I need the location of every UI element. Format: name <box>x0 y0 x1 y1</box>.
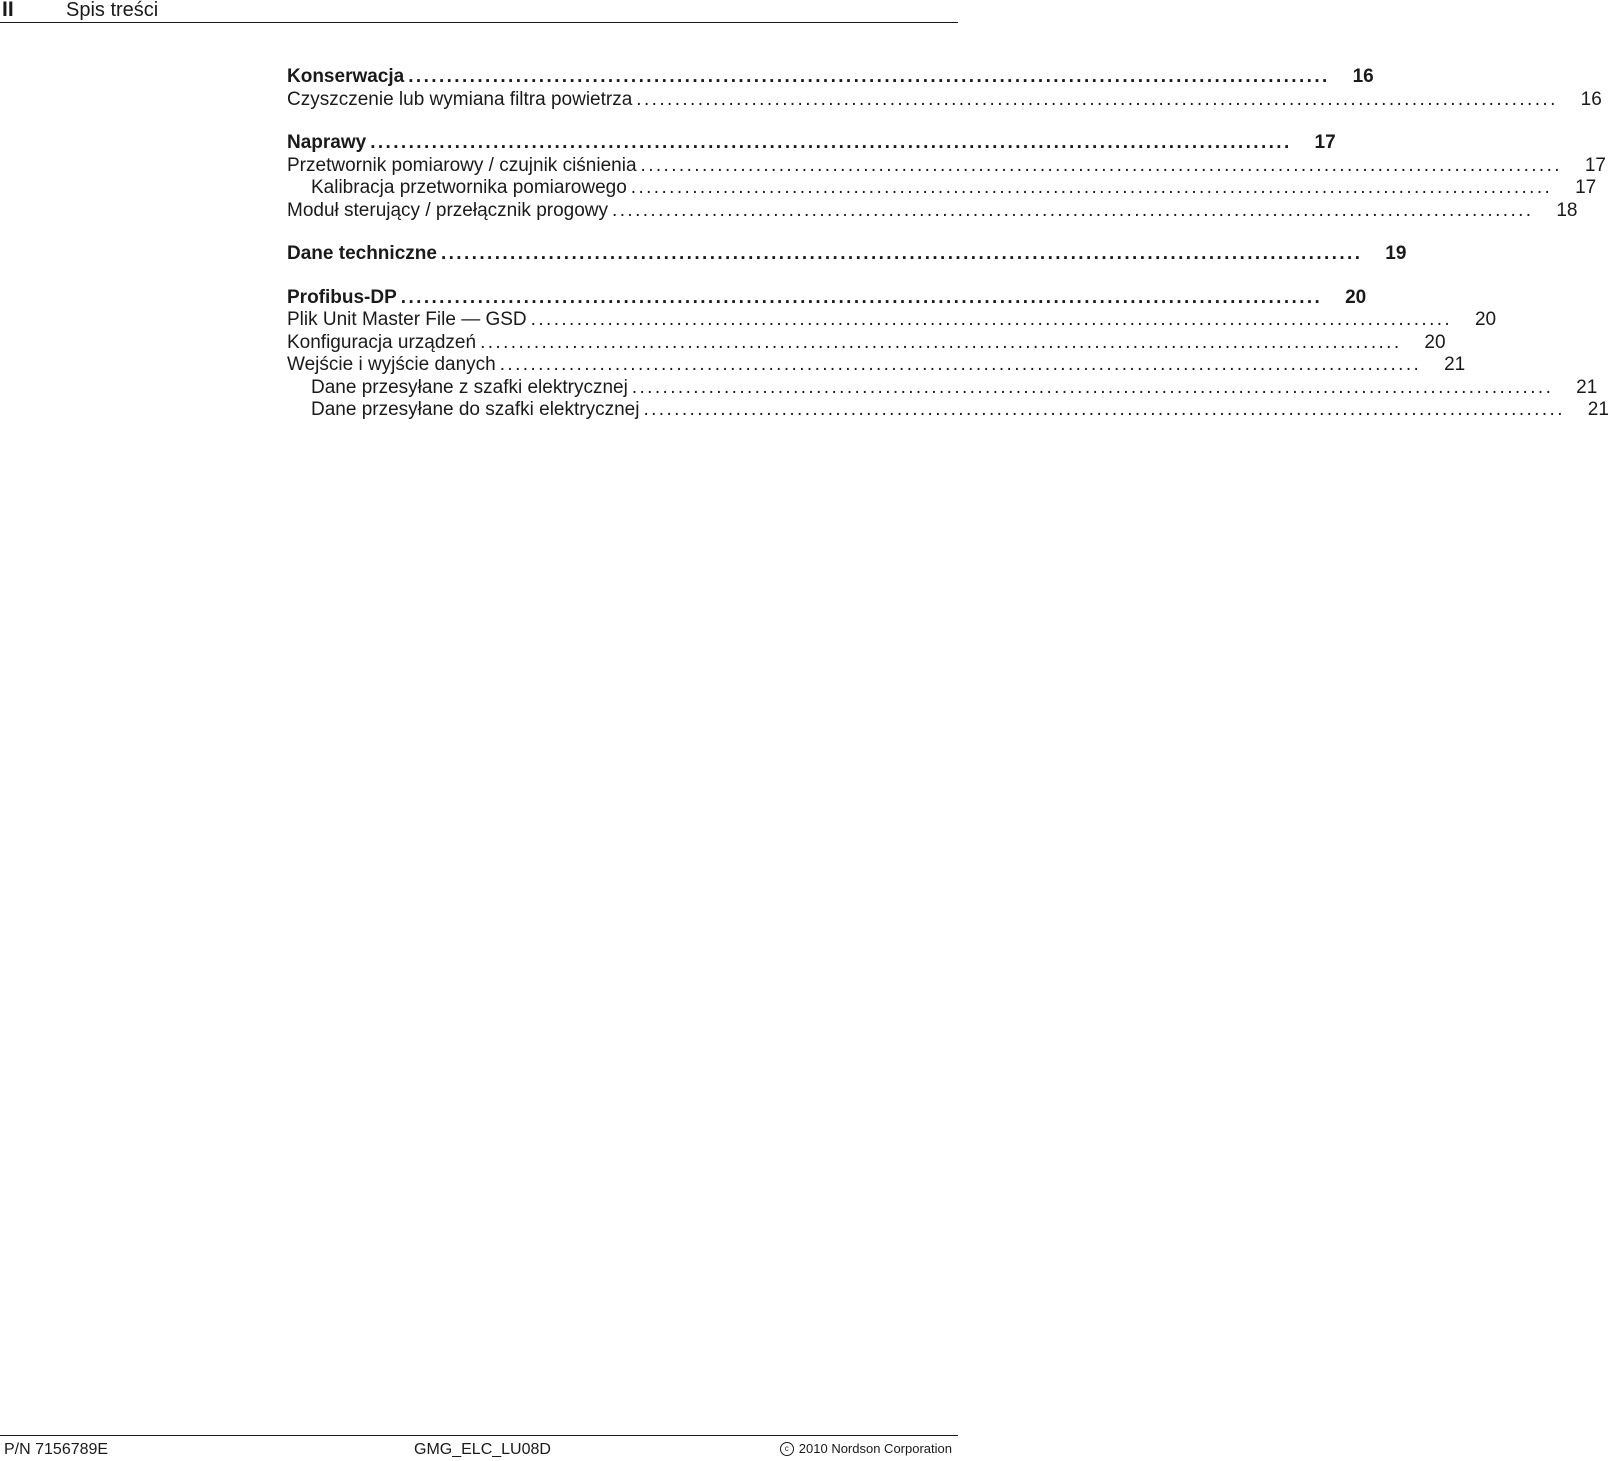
table-of-contents <box>287 66 1609 443</box>
dot-leader: ........................................................................................................................ <box>612 199 1534 221</box>
toc-entry-page: 20 <box>1474 309 1497 330</box>
toc-entry-page: 18 <box>1556 199 1578 221</box>
toc-entry-page: 20 <box>1424 331 1446 353</box>
toc-entry[interactable] <box>287 286 1367 310</box>
page-footer <box>0 1439 960 1461</box>
toc-entry[interactable] <box>287 66 1374 89</box>
toc-entry[interactable] <box>287 177 1597 200</box>
toc-entry[interactable] <box>287 309 1497 332</box>
dot-leader: ........................................................................................................................ <box>440 243 1363 264</box>
page-title: Spis treści <box>66 0 159 21</box>
toc-entry[interactable] <box>287 376 1598 400</box>
toc-entry-title: Naprawy <box>287 132 367 153</box>
toc-entry-page: 21 <box>1587 399 1609 420</box>
toc-entry[interactable] <box>287 154 1606 178</box>
page-number: II <box>2 0 14 21</box>
toc-section <box>287 132 1606 222</box>
toc-entry-page: 19 <box>1385 243 1407 264</box>
dot-leader: ........................................................................................................................ <box>630 177 1553 198</box>
dot-leader: ........................................................................................................................ <box>643 399 1565 420</box>
dot-leader: ........................................................................................................................ <box>370 132 1292 153</box>
toc-entry-page: 17 <box>1575 177 1597 198</box>
toc-entry-page: 17 <box>1314 132 1336 153</box>
copyright-text: 2010 Nordson Corporation <box>798 1441 952 1456</box>
page-header <box>0 0 960 22</box>
toc-entry-title: Dane przesyłane z szafki elektrycznej <box>311 376 628 398</box>
toc-entry-title: Czyszczenie lub wymiana filtra powietrza <box>287 88 633 110</box>
toc-section <box>287 66 1602 111</box>
toc-entry-page: 20 <box>1345 286 1367 308</box>
toc-entry-title: Konfiguracja urządzeń <box>287 331 477 353</box>
toc-entry[interactable] <box>287 88 1602 112</box>
toc-entry-title: Konserwacja <box>287 66 405 87</box>
dot-leader: ........................................................................................................................ <box>636 88 1558 110</box>
toc-entry-title: Profibus-DP <box>287 286 397 308</box>
toc-entry-title: Dane przesyłane do szafki elektrycznej <box>311 399 640 420</box>
toc-entry[interactable] <box>287 243 1407 266</box>
header-divider <box>0 22 958 23</box>
footer-divider <box>0 1435 958 1436</box>
toc-entry[interactable] <box>287 399 1609 422</box>
toc-entry[interactable] <box>287 331 1446 355</box>
document-code: GMG_ELC_LU08D <box>414 1441 551 1458</box>
toc-entry-page: 21 <box>1576 376 1598 398</box>
dot-leader: ........................................................................................................................ <box>408 66 1330 87</box>
dot-leader: ........................................................................................................................ <box>530 309 1453 330</box>
toc-entry-title: Plik Unit Master File — GSD <box>287 309 527 330</box>
toc-section <box>287 286 1609 422</box>
dot-leader: ........................................................................................................................ <box>640 154 1562 176</box>
toc-entry[interactable] <box>287 199 1578 223</box>
dot-leader: ........................................................................................................................ <box>499 354 1422 375</box>
toc-entry-title: Kalibracja przetwornika pomiarowego <box>311 177 627 198</box>
dot-leader: ........................................................................................................................ <box>480 331 1402 353</box>
toc-entry-page: 16 <box>1580 88 1602 110</box>
copyright-icon: c <box>780 1442 794 1456</box>
toc-entry[interactable] <box>287 354 1466 377</box>
toc-entry-page: 17 <box>1584 154 1606 176</box>
dot-leader: ........................................................................................................................ <box>631 376 1554 398</box>
toc-entry-page: 21 <box>1444 354 1466 375</box>
dot-leader: ........................................................................................................................ <box>400 286 1323 308</box>
part-number: P/N 7156789E <box>4 1441 109 1458</box>
toc-entry-title: Dane techniczne <box>287 243 437 264</box>
toc-entry-title: Przetwornik pomiarowy / czujnik ciśnienia <box>287 154 637 176</box>
toc-entry[interactable] <box>287 132 1336 155</box>
toc-section <box>287 243 1407 266</box>
toc-entry-title: Moduł sterujący / przełącznik progowy <box>287 199 609 221</box>
copyright-notice <box>780 1441 952 1456</box>
toc-entry-page: 16 <box>1352 66 1374 87</box>
toc-entry-title: Wejście i wyjście danych <box>287 354 496 375</box>
